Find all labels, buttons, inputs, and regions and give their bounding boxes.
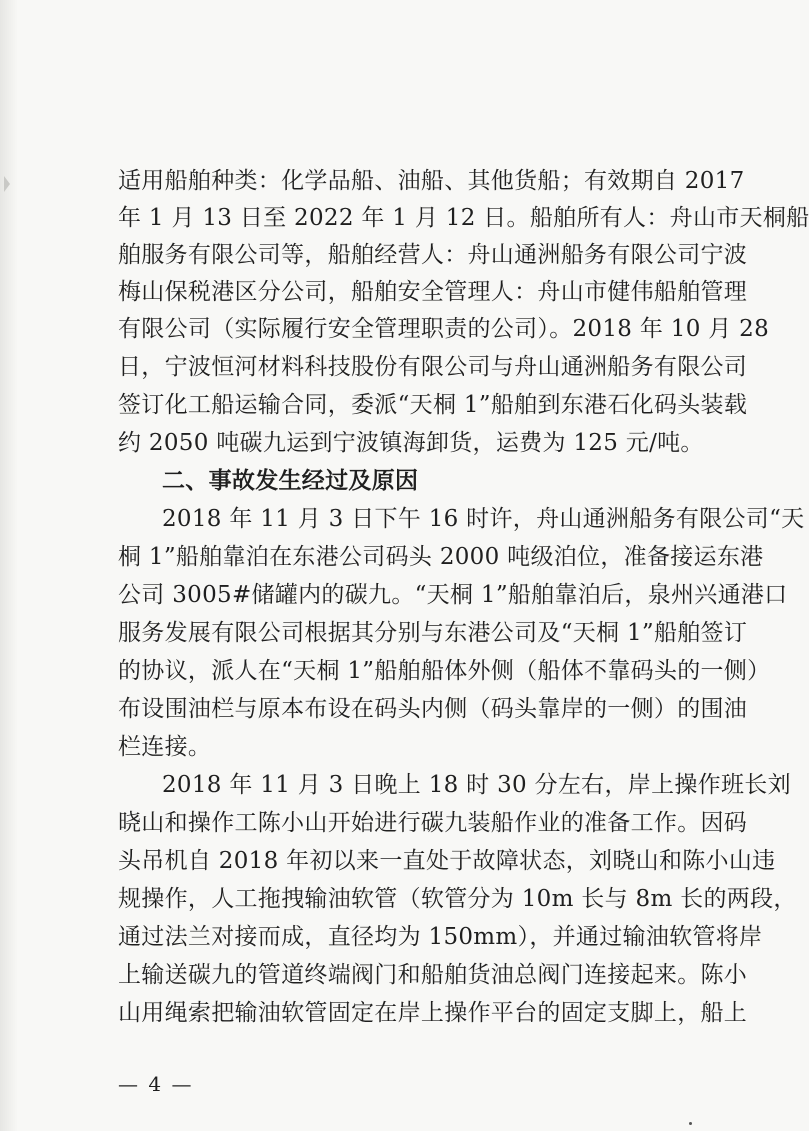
text-line: 舶服务有限公司等，船舶经营人：舟山通洲船务有限公司宁波 xyxy=(118,242,748,268)
text-line: 适用船舶种类：化学品船、油船、其他货船；有效期自 2017 xyxy=(118,168,745,194)
text-line: 晓山和操作工陈小山开始进行碳九装船作业的准备工作。因码 xyxy=(118,810,748,836)
text-line: 约 2050 吨碳九运到宁波镇海卸货，运费为 125 元/吨。 xyxy=(118,430,704,456)
text-line: 服务发展有限公司根据其分别与东港公司及“天桐 1”船舶签订 xyxy=(118,620,748,646)
text-line: 梅山保税港区分公司，船舶安全管理人：舟山市健伟船舶管理 xyxy=(118,279,748,305)
text-line: 的协议，派人在“天桐 1”船舶船体外侧（船体不靠码头的一侧） xyxy=(118,658,771,684)
text-line: 桐 1”船舶靠泊在东港公司码头 2000 吨级泊位，准备接运东港 xyxy=(118,544,764,570)
text-line: 有限公司（实际履行安全管理职责的公司）。2018 年 10 月 28 xyxy=(118,316,770,342)
scan-edge-shadow xyxy=(0,0,18,1131)
scan-speck xyxy=(689,1122,692,1125)
text-line: 山用绳索把输油软管固定在岸上操作平台的固定支脚上，船上 xyxy=(118,1000,748,1026)
text-line: 年 1 月 13 日至 2022 年 1 月 12 日。船舶所有人：舟山市天桐船 xyxy=(118,205,809,231)
text-line: 2018 年 11 月 3 日下午 16 时许，舟山通洲船务有限公司“天 xyxy=(162,506,805,532)
text-line: 布设围油栏与原本布设在码头内侧（码头靠岸的一侧）的围油 xyxy=(118,696,748,722)
text-line: 上输送碳九的管道终端阀门和船舶货油总阀门连接起来。陈小 xyxy=(118,962,748,988)
scan-margin-mark-icon xyxy=(4,176,10,192)
section-heading: 二、事故发生经过及原因 xyxy=(162,468,419,494)
text-line: 通过法兰对接而成，直径均为 150mm），并通过输油软管将岸 xyxy=(118,924,763,950)
text-line: 头吊机自 2018 年初以来一直处于故障状态，刘晓山和陈小山违 xyxy=(118,848,776,874)
text-line: 2018 年 11 月 3 日晚上 18 时 30 分左右，岸上操作班长刘 xyxy=(162,772,791,798)
text-line: 日，宁波恒河材料科技股份有限公司与舟山通洲船务有限公司 xyxy=(118,354,748,380)
text-line: 签订化工船运输合同，委派“天桐 1”船舶到东港石化码头装载 xyxy=(118,392,748,418)
text-line: 规操作，人工拖拽输油软管（软管分为 10m 长与 8m 长的两段， xyxy=(118,886,797,912)
text-line: 公司 3005#储罐内的碳九。“天桐 1”船舶靠泊后，泉州兴通港口 xyxy=(118,582,788,608)
text-line: 栏连接。 xyxy=(118,734,212,760)
page-number: — 4 — xyxy=(118,1072,194,1096)
